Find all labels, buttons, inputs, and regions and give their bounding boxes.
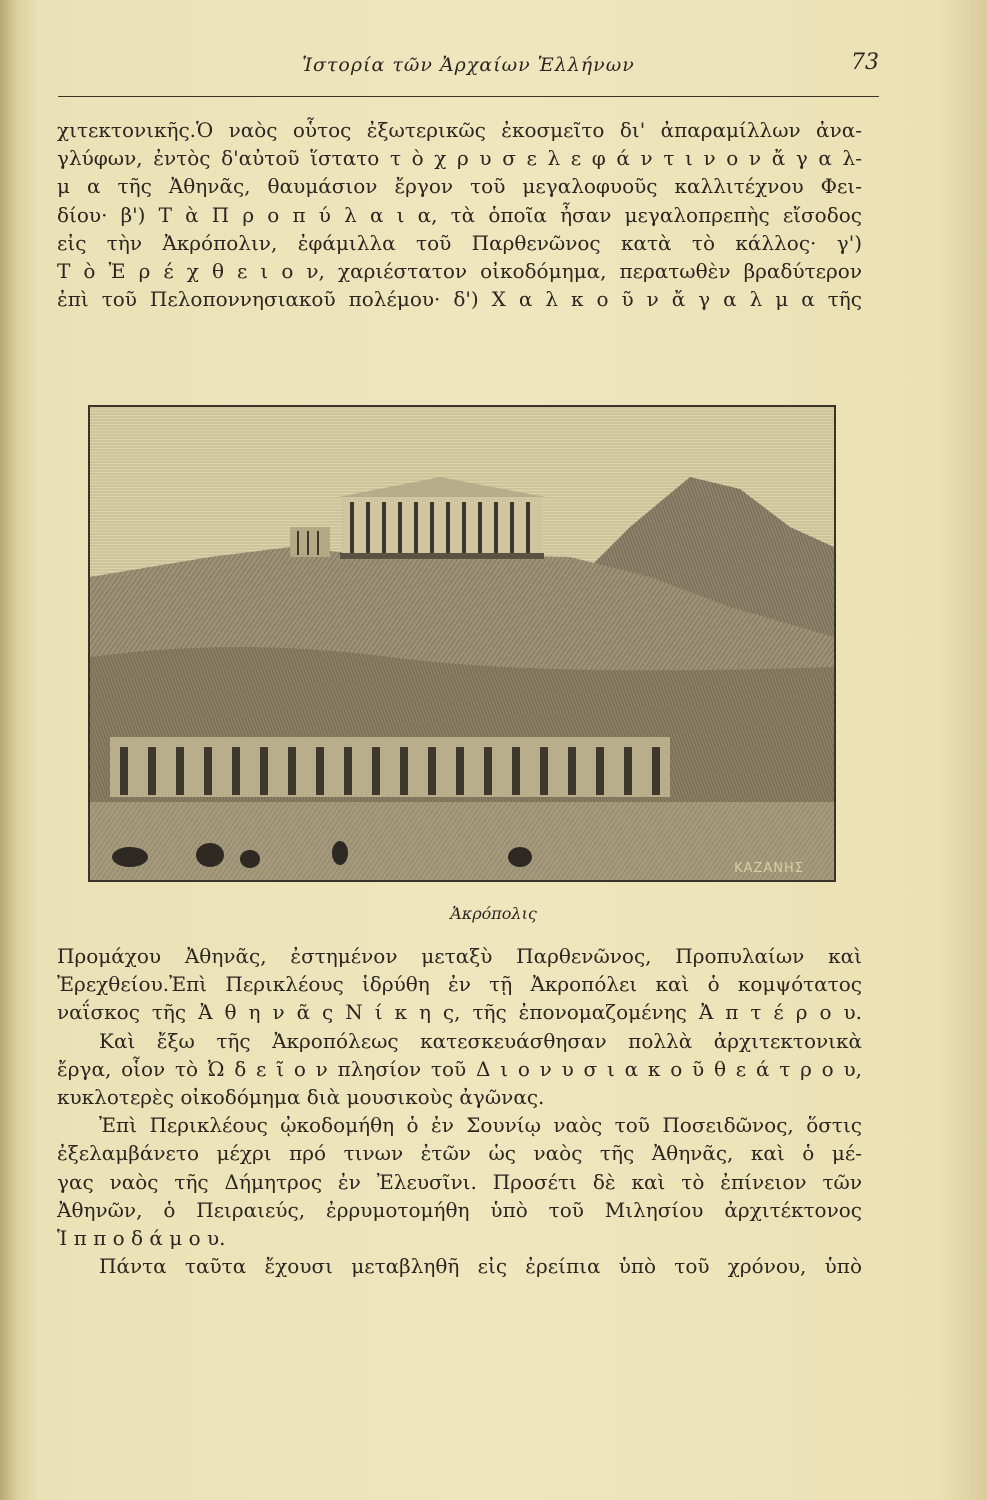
text-line: μ α τῆς Ἀθηνᾶς, θαυμάσιον ἔργον τοῦ μεγαλοφυοῦς καλλιτέχνου Φει- — [57, 174, 862, 199]
text-line: γλύφων, ἐντὸς δ'αὐτοῦ ἵστατο τ ὸ χ ρ υ σ ε λ ε φ ά ν τ ι ν ο ν ἄ γ α λ- — [57, 146, 862, 171]
running-header — [58, 48, 879, 88]
text-line: Ἀθηνῶν, ὁ Πειραιεύς, ἐρρυμοτομήθη ὑπὸ τοῦ Μιλησίου ἀρχιτέκτονος — [57, 1197, 862, 1222]
text-line: δίου· β') Τ ὰ Π ρ ο π ύ λ α ι α, τὰ ὁποῖα ἦσαν μεγαλοπρεπὴς εἴσοδος — [57, 202, 862, 227]
text-line: Ἱ π π ο δ ά μ ο υ. — [57, 1226, 226, 1251]
text-line: γας ναὸς τῆς Δήμητρος ἐν Ἐλευσῖνι. Προσέτι δὲ καὶ τὸ ἐπίνειον τῶν — [57, 1169, 862, 1194]
acropolis-engraving — [88, 405, 836, 882]
text-line: εἰς τὴν Ἀκρόπολιν, ἐφάμιλλα τοῦ Παρθενῶνος κατὰ τὸ κάλλος· γ') — [57, 230, 862, 255]
text-line: Προμάχου Ἀθηνᾶς, ἐστημένον μεταξὺ Παρθενῶνος, Προπυλαίων καὶ — [57, 944, 862, 968]
text-line: Πάντα ταῦτα ἔχουσι μεταβληθῆ εἰς ἐρείπια ὑπὸ τοῦ χρόνου, ὑπὸ — [99, 1254, 862, 1279]
text-line: Ἐρεχθείου.Ἐπὶ Περικλέους ἱδρύθη ἐν τῇ Ἀκροπόλει καὶ ὁ κομψότατος — [57, 972, 862, 997]
header-rule — [58, 96, 879, 97]
text-line: χιτεκτονικῆς.Ὁ ναὸς οὗτος ἐξωτερικῶς ἐκοσμεῖτο δι' ἀπαραμίλλων ἀνα- — [57, 118, 862, 142]
text-line: ναΐσκος τῆς Ἀ θ η ν ᾶ ς Ν ί κ η ς, τῆς ἐπονομαζομένης Ἀ π τ έ ρ ο υ. — [57, 1000, 862, 1025]
text-line: ἐξελαμβάνετο μέχρι πρό τινων ἐτῶν ὡς ναὸς τῆς Ἀθηνᾶς, καὶ ὁ μέ- — [57, 1141, 862, 1166]
page-number: 73 — [851, 50, 879, 75]
engraving-illustration — [90, 407, 834, 880]
text-line: Τ ὸ Ἐ ρ έ χ θ ε ι ο ν, χαριέστατον οἰκοδόμημα, περατωθὲν βραδύτερον — [57, 259, 862, 284]
text-block-top — [57, 116, 862, 313]
text-block-bottom — [57, 942, 862, 1280]
text-line: κυκλοτερὲς οἰκοδόμημα διὰ μουσικοὺς ἀγῶνας. — [57, 1085, 545, 1110]
text-line: ἔργα, οἷον τὸ Ὠ δ ε ῖ ο ν πλησίον τοῦ Δ ι ο ν υ σ ι α κ ο ῦ θ ε ά τ ρ ο υ, — [57, 1056, 862, 1081]
odeion-arches — [110, 737, 670, 797]
text-line: Καὶ ἔξω τῆς Ἀκροπόλεως κατεσκευάσθησαν πολλὰ ἀρχιτεκτονικὰ — [99, 1028, 862, 1053]
text-line: ἐπὶ τοῦ Πελοποννησιακοῦ πολέμου· δ') Χ α λ κ ο ῦ ν ἄ γ α λ μ α τῆς — [57, 287, 862, 312]
engraver-signature: ΚΑΖΑΝΗΣ — [734, 861, 804, 876]
text-line: Ἐπὶ Περικλέους ᾠκοδομήθη ὁ ἐν Σουνίῳ ναὸς τοῦ Ποσειδῶνος, ὅστις — [99, 1113, 862, 1138]
running-title: Ἱστορία τῶν Ἀρχαίων Ἑλλήνων — [302, 54, 635, 76]
figure-caption: Ἀκρόπολις — [450, 904, 537, 923]
